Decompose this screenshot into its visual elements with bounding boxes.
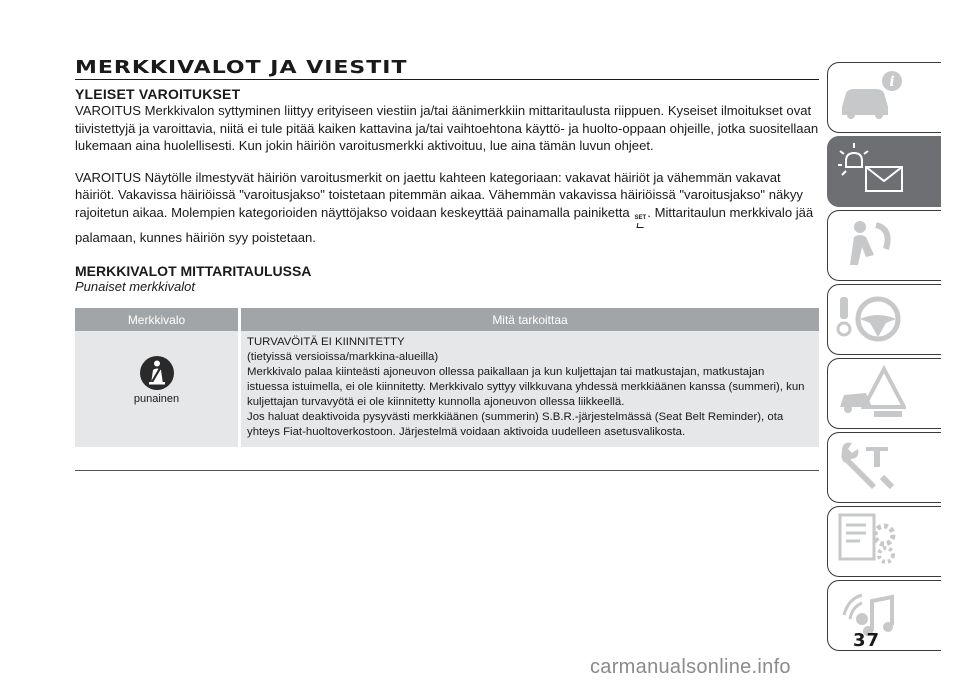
tab-technical-data[interactable]	[827, 506, 941, 577]
column-header-light: Merkkivalo	[75, 308, 240, 331]
tab-warning-lights[interactable]	[827, 136, 941, 207]
page-number: 37	[853, 630, 881, 651]
warning-light-message-icon	[836, 141, 906, 201]
key-steering-wheel-icon	[836, 289, 906, 349]
technical-data-gears-icon	[836, 511, 906, 571]
meaning-body: Merkkivalo palaa kiinteästi ajoneuvon ollessa paikallaan ja kun kuljettajan tai matkustajan, matkustajan istuessa istuimella, ei ole kiinnitetty. Merkkivalo syttyy vilkkuvana yhdessä merkkiäänen kanssa (summeri), kun kuljettajan turvavyötä ei ole kiinnitetty kunnolla ajoneuvon ollessa liikkeellä.	[247, 366, 805, 408]
table-header-row	[75, 308, 819, 331]
breakdown-warning-triangle-icon	[836, 363, 906, 423]
meaning-heading: TURVAVÖITÄ EI KIINNITETTY	[247, 336, 405, 348]
page-content	[75, 57, 819, 438]
tab-starting-driving[interactable]	[827, 284, 941, 355]
subsection-title: MERKKIVALOT MITTARITAULUSSA	[75, 263, 312, 279]
chapter-title: MERKKIVALOT JA VIESTIT	[75, 57, 408, 78]
set-button-icon	[634, 215, 646, 229]
tab-maintenance[interactable]	[827, 432, 941, 503]
light-color-label: punainen	[133, 393, 180, 405]
warning-paragraph-2	[75, 169, 819, 247]
svg-text:i: i	[889, 74, 895, 90]
watermark-text: carmanualsonline.info	[590, 656, 791, 678]
table-row	[75, 331, 819, 447]
seatbelt-warning-icon	[140, 356, 174, 390]
light-cell	[75, 331, 240, 447]
warning-paragraph-2-end: . Mittaritaulun merkkivalo jää palamaan, kunnes häiriön syy poistetaan.	[75, 204, 814, 245]
warning-paragraph-1: VAROITUS Merkkivalon syttyminen liittyy erityiseen viestiin ja/tai äänimerkkiin mittaritaulusta riippuen. Kyseiset ilmoitukset ovat tiivistettyjä ja varoittavia, niitä ei tule pitää kaiken kattavina ja/tai vaihtoehtona käyttö- ja huolto-oppaan ohjeille, jotka suositellaan lukemaan aina huolellisesti. Kun jokin häiriön varoitusmerkki aktivoituu, lue aina tämän luvun ohjeet.	[75, 103, 819, 153]
table-bottom-rule	[75, 470, 819, 471]
tab-emergency[interactable]	[827, 358, 941, 429]
tab-safety[interactable]	[827, 210, 941, 281]
seat-airbag-icon	[836, 215, 906, 275]
meaning-cell	[240, 331, 820, 447]
section-title: YLEISET VAROITUKSET	[75, 86, 241, 102]
car-info-icon	[836, 67, 906, 127]
column-header-meaning: Mitä tarkoittaa	[240, 308, 820, 331]
set-button-label: SET	[634, 214, 647, 221]
tab-multimedia[interactable]	[827, 580, 941, 651]
meaning-note: (tietyissä versioissa/markkina-alueilla)	[247, 351, 439, 363]
maintenance-tools-icon	[836, 437, 906, 497]
meaning-extra: Jos haluat deaktivoida pysyvästi merkkiäänen (summerin) S.B.R.-järjestelmässä (Seat Belt Reminder), ota yhteys Fiat-huoltoverkostoon. Järjestelmä voidaan aktivoida uudelleen asetusvalikosta.	[247, 411, 784, 438]
tab-car-info[interactable]	[827, 62, 941, 133]
chapter-divider	[75, 79, 819, 80]
warning-paragraph-2-start: VAROITUS Näytölle ilmestyvät häiriön varoitusmerkit on jaettu kahteen kategoriaan: vakavat häiriöt ja vähemmän vakavat häiriöt. Vakavissa häiriöissä "varoitusjakso" toistetaan pitemmän aikaa. Vähemmän vakavissa häiriöissä "varoitusjakso" näkyy rajoitetun aikaa. Molempien kategorioiden näyttöjakso voidaan keskeyttää painamalla painiketta	[75, 169, 803, 220]
subsection-subtitle: Punaiset merkkivalot	[75, 279, 195, 294]
warning-lights-table	[75, 308, 819, 447]
